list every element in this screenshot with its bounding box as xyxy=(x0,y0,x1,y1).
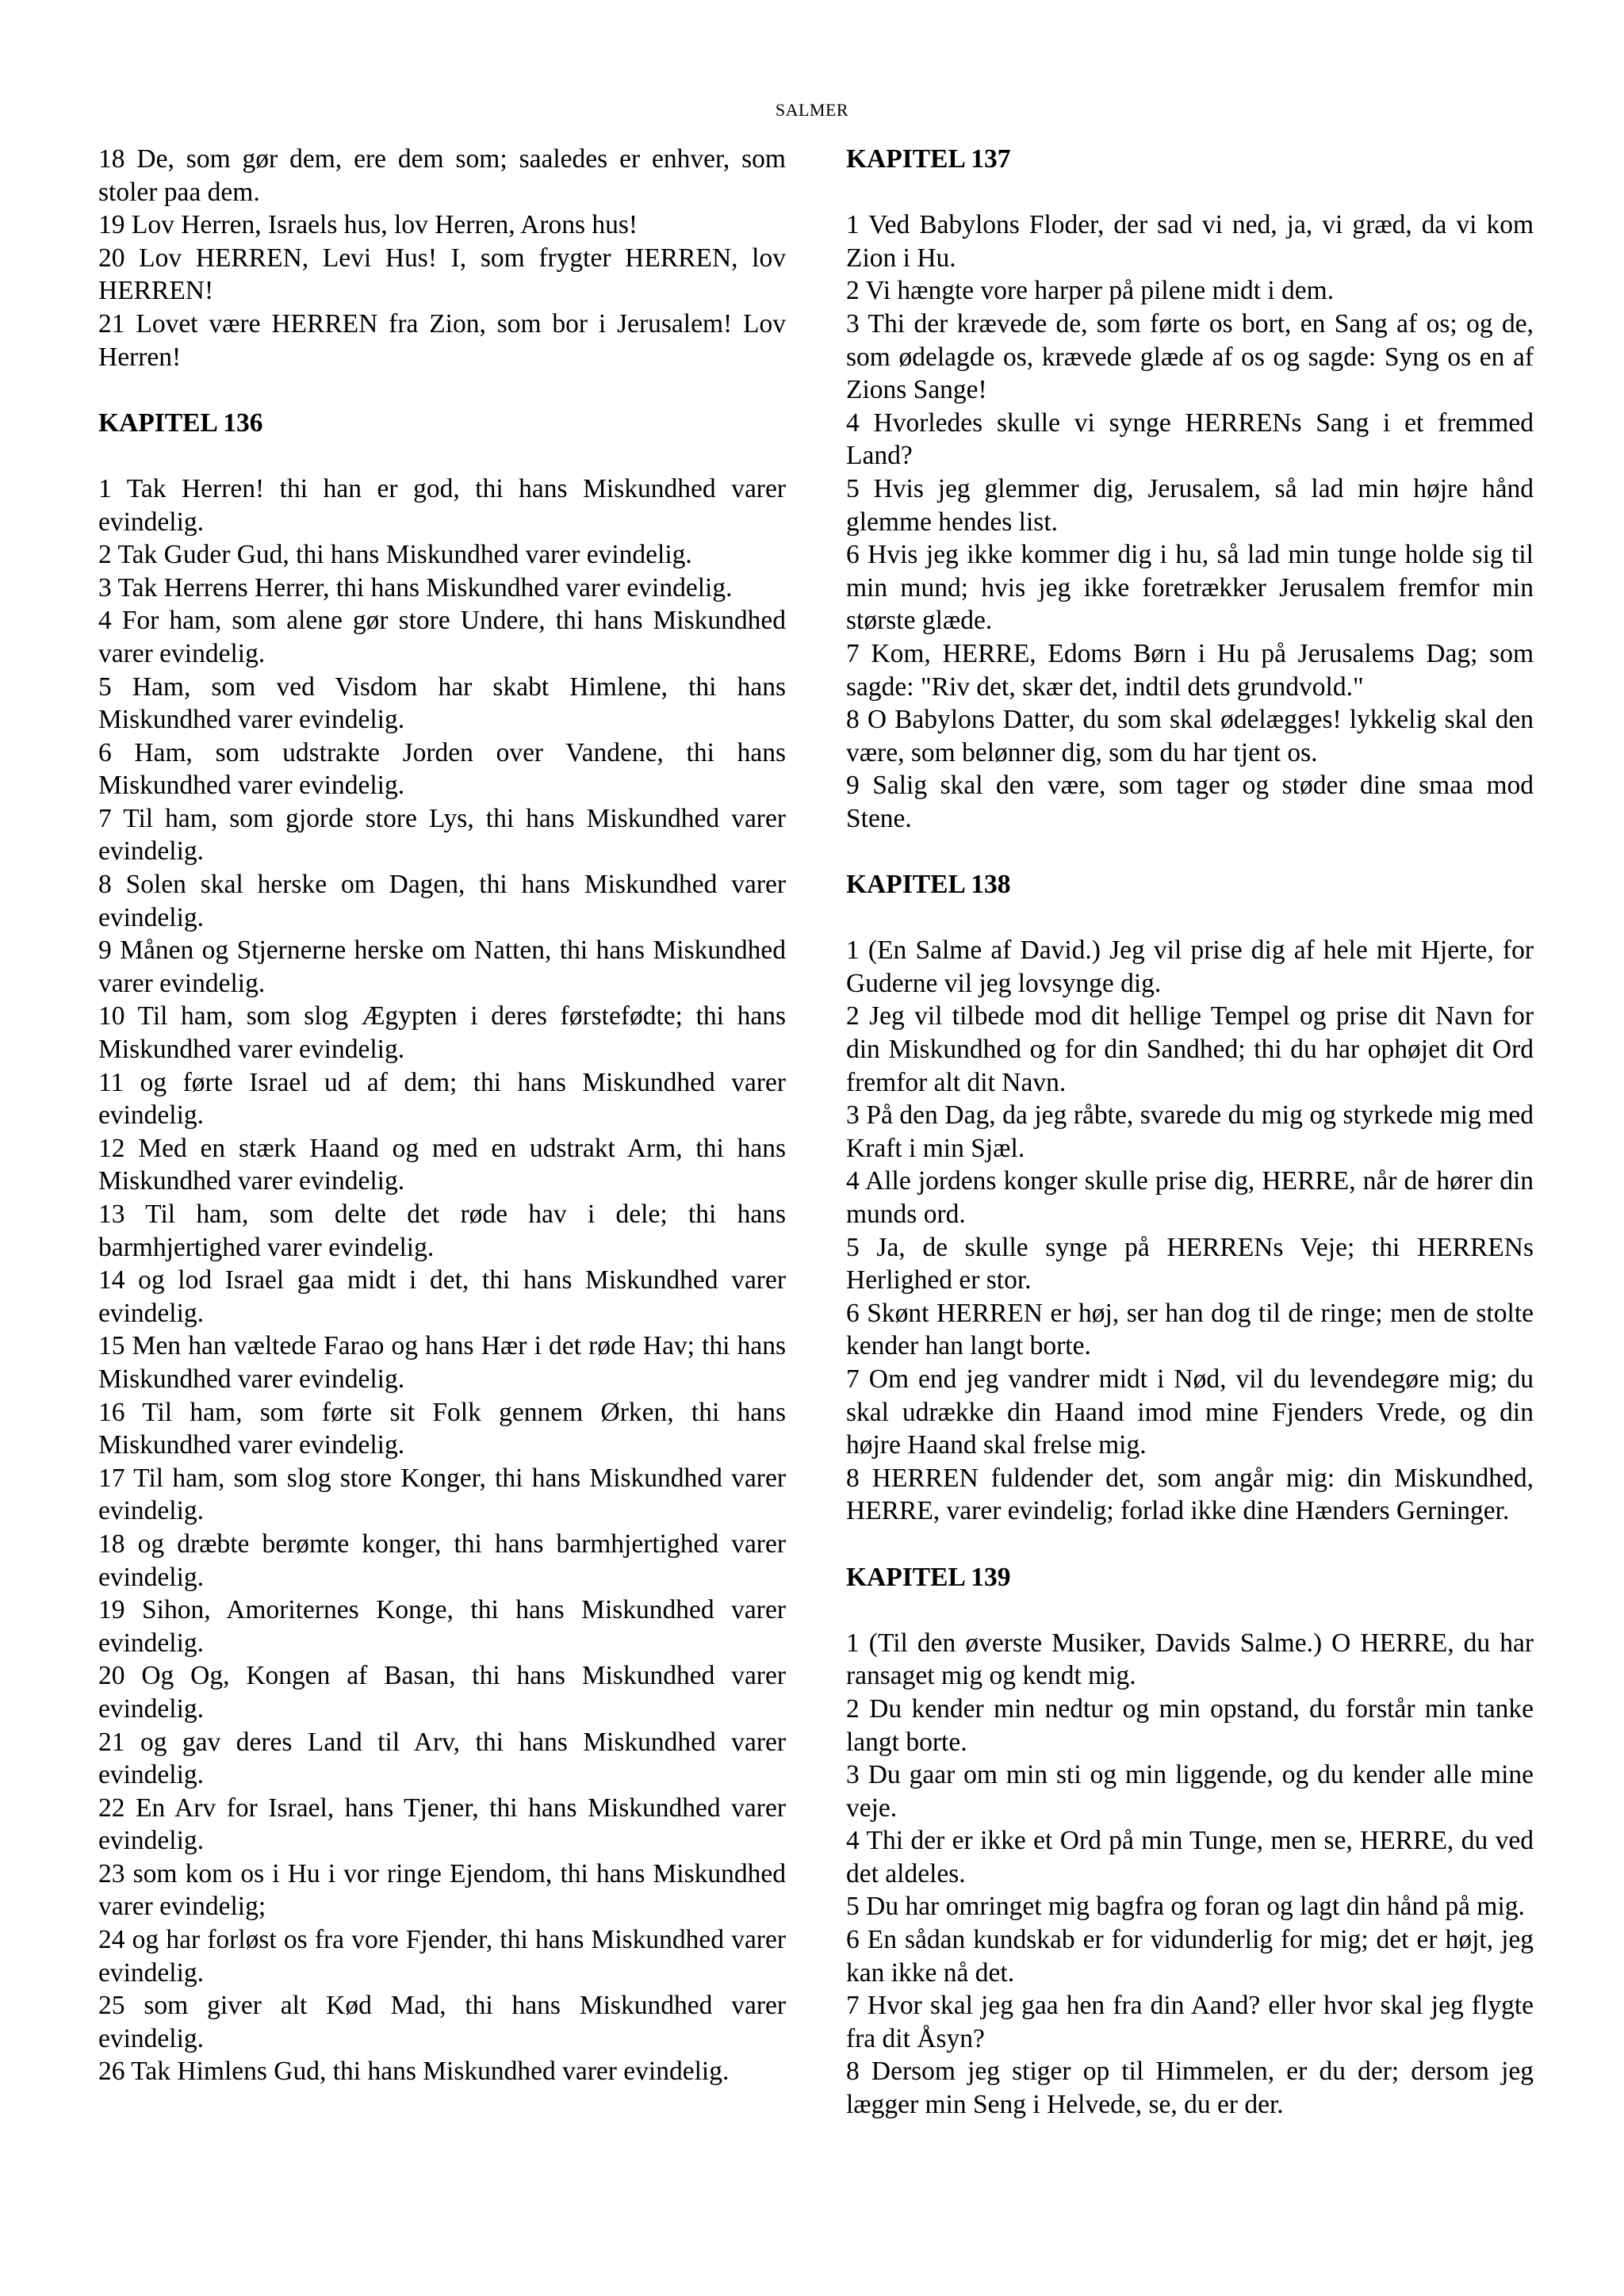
left-column xyxy=(98,143,786,2088)
running-header: SALMER xyxy=(775,100,849,120)
verse: 26 Tak Himlens Gud, thi hans Miskundhed varer evindelig. xyxy=(98,2057,730,2087)
verse: 3 Tak Herrens Herrer, thi hans Miskundhed varer evindelig. xyxy=(98,572,733,603)
paragraph-gap xyxy=(846,835,1534,868)
paragraph-gap xyxy=(846,1528,1534,1561)
verse: 1 Ved Babylons Floder, der sad vi ned, ja, vi græd, da vi kom Zion i Hu. xyxy=(846,210,1534,273)
verse: 4 Thi der er ikke et Ord på min Tunge, men se, HERRE, du ved det aldeles. xyxy=(846,1826,1534,1888)
verse: 4 For ham, som alene gør store Undere, thi hans Miskundhed varer evindelig. xyxy=(98,606,786,668)
verse: 14 og lod Israel gaa midt i det, thi hans Miskundhed varer evindelig. xyxy=(98,1265,786,1328)
verse: 1 (En Salme af David.) Jeg vil prise dig af hele mit Hjerte, for Guderne vil jeg lovsynge dig. xyxy=(846,936,1534,998)
verse: 7 Til ham, som gjorde store Lys, thi hans Miskundhed varer evindelig. xyxy=(98,803,786,867)
verse: 3 Du gaar om min sti og min liggende, og du kender alle mine veje. xyxy=(846,1760,1534,1823)
verse: 21 og gav deres Land til Arv, thi hans Miskundhed varer evindelig. xyxy=(98,1727,786,1790)
verse: 7 Om end jeg vandrer midt i Nød, vil du levendegøre mig; du skal udrække din Haand imod mine Fjenders Vrede, og din højre Haand skal frelse mig. xyxy=(846,1364,1534,1460)
verse: 16 Til ham, som førte sit Folk gennem Ørken, thi hans Miskundhed varer evindelig. xyxy=(98,1397,786,1460)
verse: 8 HERREN fuldender det, som angår mig: din Miskundhed, HERRE, varer evindelig; forlad ikke dine Hænders Gerninger. xyxy=(846,1463,1534,1526)
chapter-heading: KAPITEL 138 xyxy=(846,870,1011,900)
verse: 18 og dræbte berømte konger, thi hans barmhjertighed varer evindelig. xyxy=(98,1529,786,1592)
verse: 7 Hvor skal jeg gaa hen fra din Aand? eller hvor skal jeg flygte fra dit Åsyn? xyxy=(846,1991,1534,2053)
verse: 6 En sådan kundskab er for vidunderlig for mig; det er højt, jeg kan ikke nå det. xyxy=(846,1925,1534,1988)
verse: 6 Hvis jeg ikke kommer dig i hu, så lad min tunge holde sig til min mund; hvis jeg ikke foretrækker Jerusalem fremfor min største glæde. xyxy=(846,540,1534,636)
verse: 19 Sihon, Amoriternes Konge, thi hans Miskundhed varer evindelig. xyxy=(98,1595,786,1658)
paragraph-gap xyxy=(98,373,786,407)
verse: 20 Og Og, Kongen af Basan, thi hans Miskundhed varer evindelig. xyxy=(98,1661,786,1724)
verse: 21 Lovet være HERREN fra Zion, som bor i Jerusalem! Lov Herren! xyxy=(98,308,786,372)
paragraph-gap xyxy=(98,439,786,473)
chapter-heading: KAPITEL 137 xyxy=(846,144,1011,174)
paragraph-gap xyxy=(846,176,1534,209)
verse: 5 Hvis jeg glemmer dig, Jerusalem, så lad min højre hånd glemme hendes list. xyxy=(846,473,1534,537)
verse: 1 Tak Herren! thi han er god, thi hans Miskundhed varer evindelig. xyxy=(98,473,786,537)
verse: 1 (Til den øverste Musiker, Davids Salme.) O HERRE, du har ransaget mig og kendt mig. xyxy=(846,1628,1534,1691)
verse: 25 som giver alt Kød Mad, thi hans Miskundhed varer evindelig. xyxy=(98,1991,786,2053)
verse: 5 Ham, som ved Visdom har skabt Himlene, thi hans Miskundhed varer evindelig. xyxy=(98,672,786,735)
verse: 12 Med en stærk Haand og med en udstrakt Arm, thi hans Miskundhed varer evindelig. xyxy=(98,1133,786,1196)
verse: 22 En Arv for Israel, hans Tjener, thi hans Miskundhed varer evindelig. xyxy=(98,1793,786,1856)
verse: 20 Lov HERREN, Levi Hus! I, som frygter HERREN, lov HERREN! xyxy=(98,243,786,306)
verse: 2 Du kender min nedtur og min opstand, du forstår min tanke langt borte. xyxy=(846,1693,1534,1757)
verse: 4 Hvorledes skulle vi synge HERRENs Sang i et fremmed Land? xyxy=(846,408,1534,471)
verse: 8 Solen skal herske om Dagen, thi hans Miskundhed varer evindelig. xyxy=(98,870,786,932)
chapter-heading: KAPITEL 139 xyxy=(846,1562,1011,1592)
verse: 8 O Babylons Datter, du som skal ødelægges! lykkelig skal den være, som belønner dig, som du har tjent os. xyxy=(846,705,1534,767)
verse: 17 Til ham, som slog store Konger, thi hans Miskundhed varer evindelig. xyxy=(98,1463,786,1526)
right-column xyxy=(846,143,1534,2122)
verse: 2 Vi hængte vore harper på pilene midt i dem. xyxy=(846,276,1335,306)
verse: 7 Kom, HERRE, Edoms Børn i Hu på Jerusalems Dag; som sagde: "Riv det, skær det, indtil dets grundvold." xyxy=(846,638,1534,702)
verse: 15 Men han væltede Farao og hans Hær i det røde Hav; thi hans Miskundhed varer evindelig. xyxy=(98,1331,786,1394)
verse: 6 Ham, som udstrakte Jorden over Vandene, thi hans Miskundhed varer evindelig. xyxy=(98,737,786,801)
verse: 10 Til ham, som slog Ægypten i deres førstefødte; thi hans Miskundhed varer evindelig. xyxy=(98,1001,786,1065)
verse: 4 Alle jordens konger skulle prise dig, HERRE, når de hører din munds ord. xyxy=(846,1166,1534,1229)
verse: 18 De, som gør dem, ere dem som; saaledes er enhver, som stoler paa dem. xyxy=(98,144,786,207)
verse: 9 Salig skal den være, som tager og støder dine smaa mod Stene. xyxy=(846,771,1534,833)
verse: 19 Lov Herren, Israels hus, lov Herren, Arons hus! xyxy=(98,210,638,240)
verse: 23 som kom os i Hu i vor ringe Ejendom, thi hans Miskundhed varer evindelig; xyxy=(98,1858,786,1922)
verse: 11 og førte Israel ud af dem; thi hans Miskundhed varer evindelig. xyxy=(98,1067,786,1131)
chapter-heading: KAPITEL 136 xyxy=(98,408,263,438)
verse: 3 På den Dag, da jeg råbte, svarede du mig og styrkede mig med Kraft i min Sjæl. xyxy=(846,1100,1534,1163)
verse: 24 og har forløst os fra vore Fjender, thi hans Miskundhed varer evindelig. xyxy=(98,1925,786,1988)
verse: 8 Dersom jeg stiger op til Himmelen, er du der; dersom jeg lægger min Seng i Helvede, se, du er der. xyxy=(846,2057,1534,2120)
verse: 5 Ja, de skulle synge på HERRENs Veje; thi HERRENs Herlighed er stor. xyxy=(846,1232,1534,1295)
verse: 2 Jeg vil tilbede mod dit hellige Tempel og prise dit Navn for din Miskundhed og for din Sandhed; thi du har ophøjet dit Ord fremfor alt dit Navn. xyxy=(846,1001,1534,1097)
verse: 5 Du har omringet mig bagfra og foran og lagt din hånd på mig. xyxy=(846,1892,1525,1922)
paragraph-gap xyxy=(846,901,1534,935)
verse: 9 Månen og Stjernerne herske om Natten, thi hans Miskundhed varer evindelig. xyxy=(98,936,786,998)
verse: 6 Skønt HERREN er høj, ser han dog til de ringe; men de stolte kender han langt borte. xyxy=(846,1298,1534,1361)
paragraph-gap xyxy=(846,1594,1534,1627)
verse: 2 Tak Guder Gud, thi hans Miskundhed varer evindelig. xyxy=(98,540,692,570)
verse: 3 Thi der krævede de, som førte os bort, en Sang af os; og de, som ødelagde os, krævede glæde af os og sagde: Syng os en af Zions Sange! xyxy=(846,308,1534,405)
verse: 13 Til ham, som delte det røde hav i dele; thi hans barmhjertighed varer evindelig. xyxy=(98,1200,786,1262)
